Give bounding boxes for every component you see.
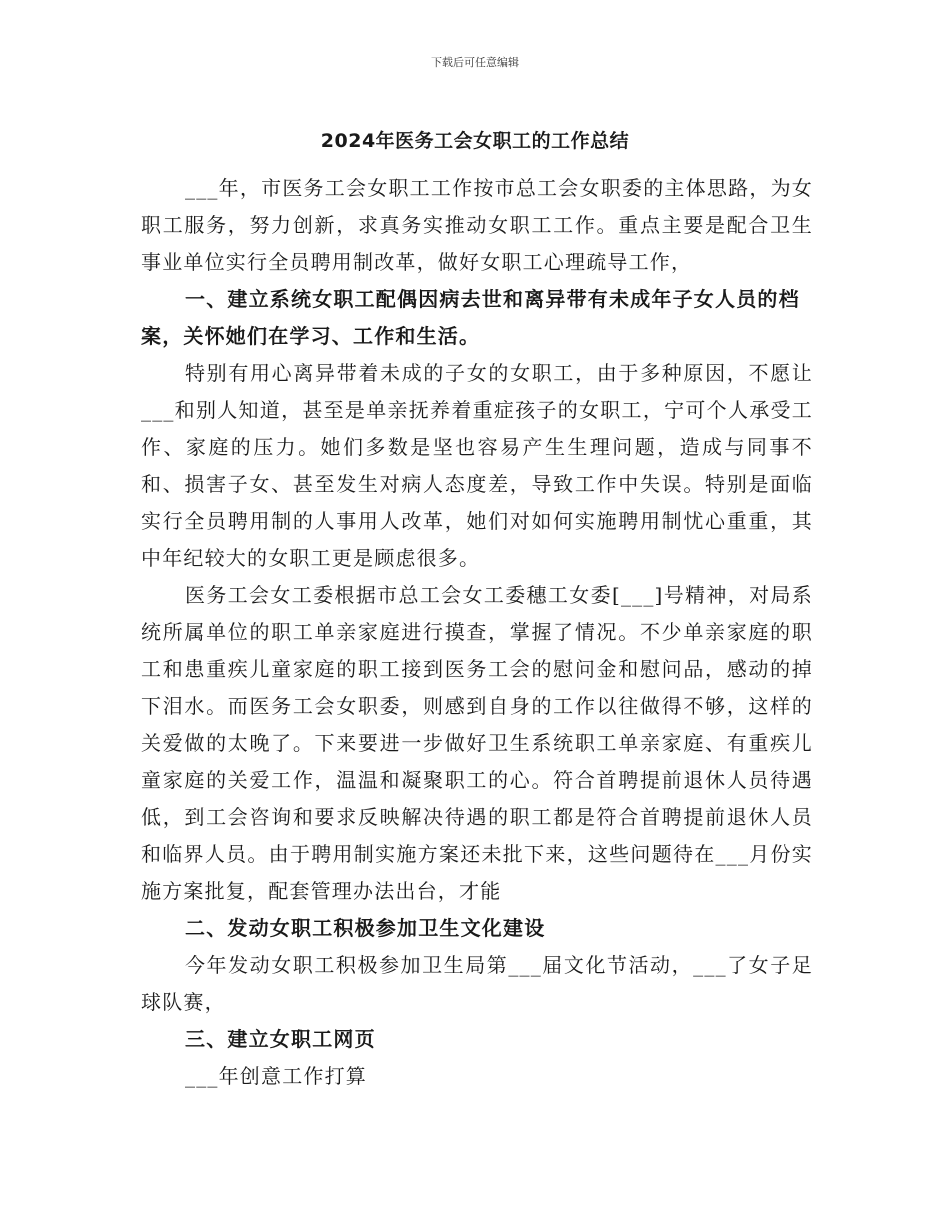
document-body	[141, 170, 813, 1095]
section-heading-2: 二、发动女职工积极参加卫生文化建设	[185, 916, 546, 940]
header-note: 下载后可任意编辑	[431, 56, 519, 69]
paragraph-intro: ___年，市医务工会女职工工作按市总工会女职委的主体思路，为女职工服务，努力创新，求真务实推动女职工工作。重点主要是配合卫生事业单位实行全员聘用制改革，做好女职工心理疏导工作，	[141, 176, 813, 274]
paragraph-single-parent: 特别有用心离异带着未成的子女的女职工，由于多种原因，不愿让___和别人知道，甚至是单亲抚养着重症孩子的女职工，宁可个人承受工作、家庭的压力。她们多数是坚也容易产生生理问题，造成与同事不和、损害子女、甚至发生对病人态度差，导致工作中失误。特别是面临实行全员聘用制的人事用人改革，她们对如何实施聘用制忧心重重，其中年纪较大的女职工更是顾虑很多。	[141, 361, 813, 570]
paragraph-plan: ___年创意工作打算	[185, 1064, 367, 1088]
section-heading-3: 三、建立女职工网页	[185, 1027, 376, 1051]
document-title: 2024年医务工会女职工的工作总结	[320, 130, 630, 152]
section-heading-1: 一、建立系统女职工配偶因病去世和离异带有未成年子女人员的档案，关怀她们在学习、工作和生活。	[141, 287, 800, 348]
paragraph-union-action: 医务工会女工委根据市总工会女工委穗工女委[___]号精神，对局系统所属单位的职工单亲家庭进行摸查，掌握了情况。不少单亲家庭的职工和患重疾儿童家庭的职工接到医务工会的慰问金和慰问品，感动的掉下泪水。而医务工会女职委，则感到自身的工作以往做得不够，这样的关爱做的太晚了。下来要进一步做好卫生系统职工单亲家庭、有重疾儿童家庭的关爱工作，温温和凝聚职工的心。符合首聘提前退休人员待遇低，到工会咨询和要求反映解决待遇的职工都是符合首聘提前退休人员和临界人员。由于聘用制实施方案还未批下来，这些问题待在___月份实施方案批复，配套管理办法出台，才能	[141, 583, 813, 903]
paragraph-culture: 今年发动女职工积极参加卫生局第___届文化节活动，___了女子足球队赛，	[141, 953, 813, 1014]
